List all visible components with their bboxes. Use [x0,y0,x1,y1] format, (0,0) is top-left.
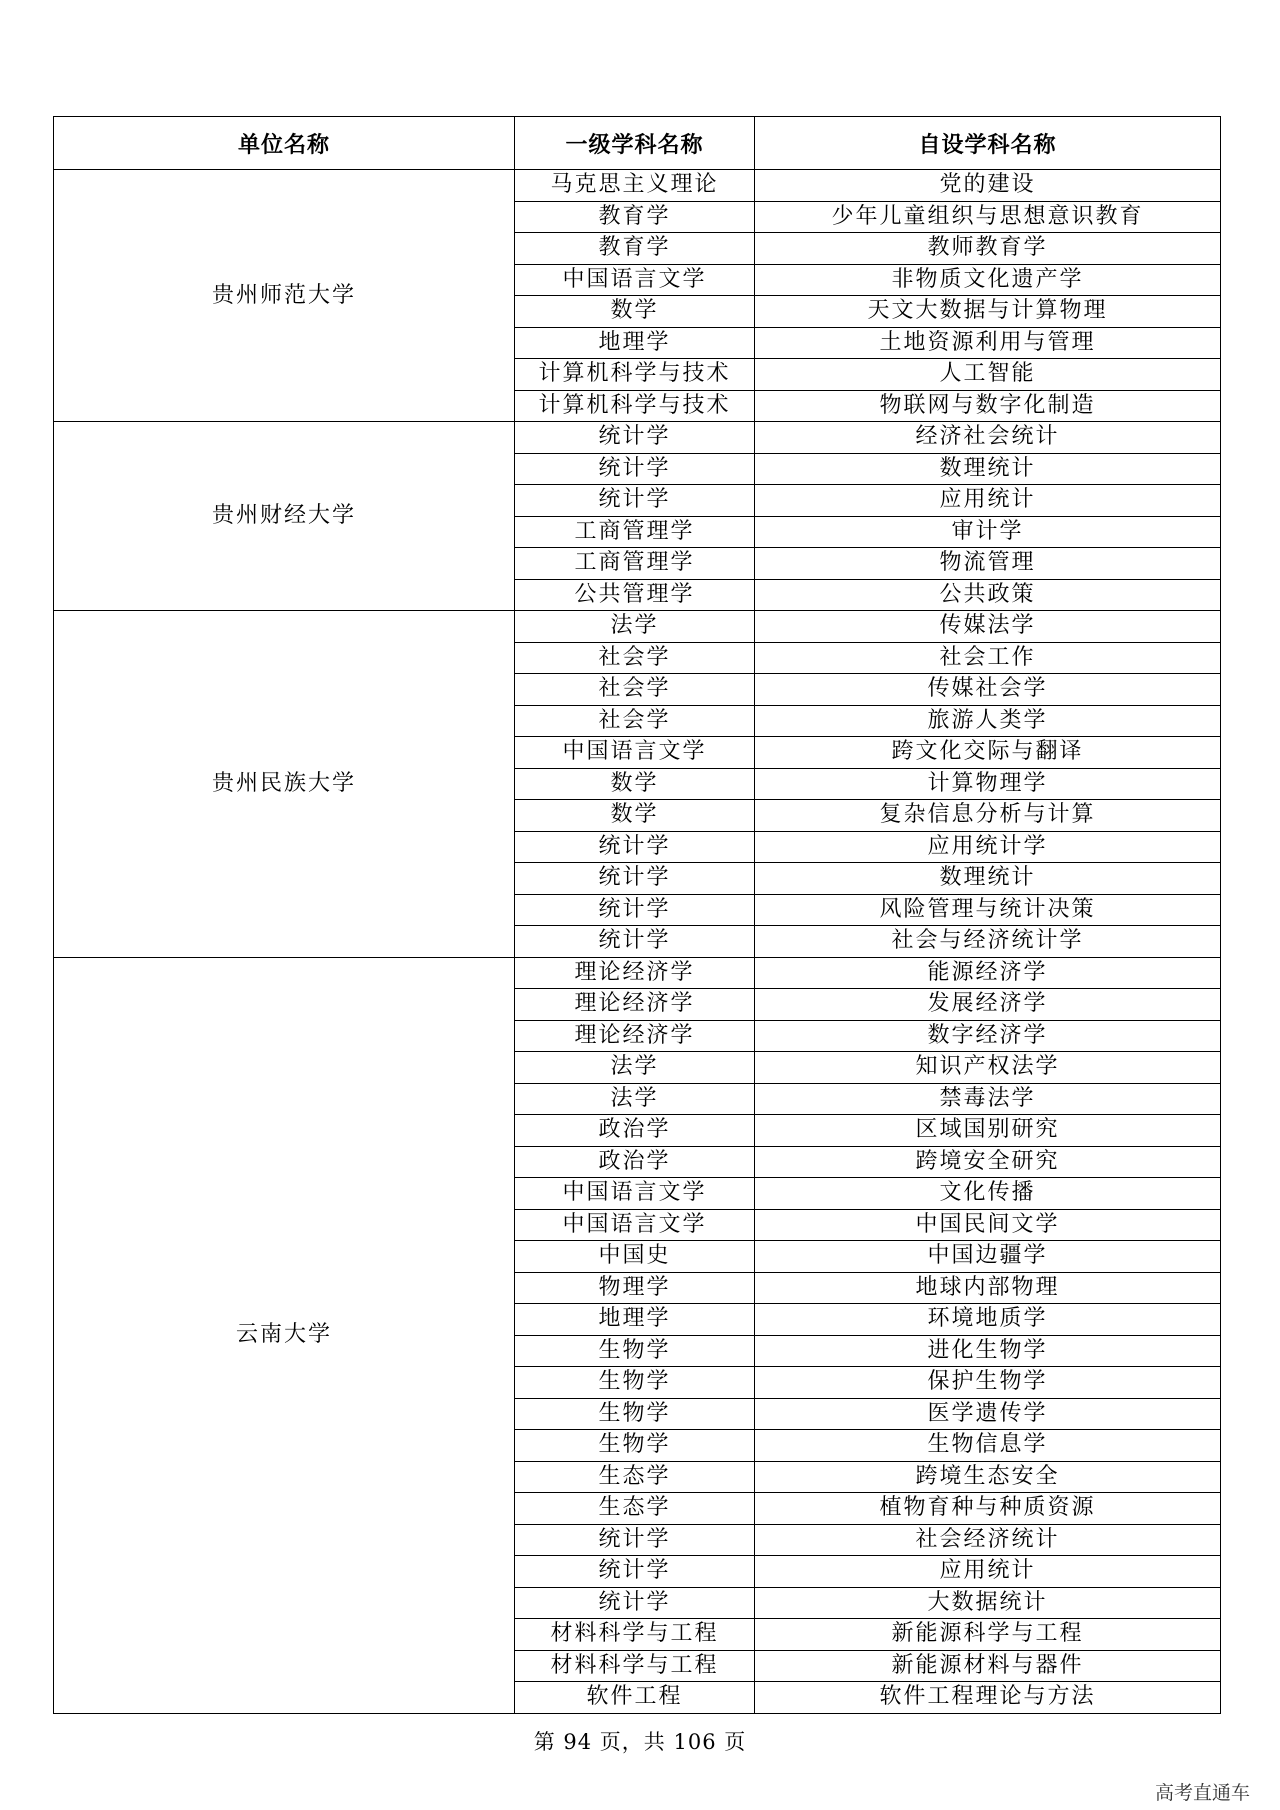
primary-discipline-cell: 统计学 [515,831,755,863]
primary-discipline-cell: 数学 [515,800,755,832]
primary-discipline-cell: 中国语言文学 [515,264,755,296]
self-set-discipline-cell: 地球内部物理 [755,1272,1221,1304]
primary-discipline-cell: 马克思主义理论 [515,170,755,202]
self-set-discipline-cell: 应用统计 [755,485,1221,517]
self-set-discipline-cell: 能源经济学 [755,957,1221,989]
self-set-discipline-cell: 物流管理 [755,548,1221,580]
watermark: 高考直通车 [1154,1782,1250,1804]
discipline-table [53,116,1221,1714]
primary-discipline-cell: 计算机科学与技术 [515,359,755,391]
table-row [54,422,1221,454]
primary-discipline-cell: 中国语言文学 [515,1178,755,1210]
self-set-discipline-cell: 新能源科学与工程 [755,1619,1221,1651]
self-set-discipline-cell: 软件工程理论与方法 [755,1682,1221,1714]
primary-discipline-cell: 生物学 [515,1430,755,1462]
header-primary-discipline: 一级学科名称 [515,117,755,170]
self-set-discipline-cell: 大数据统计 [755,1587,1221,1619]
self-set-discipline-cell: 社会工作 [755,642,1221,674]
self-set-discipline-cell: 数理统计 [755,863,1221,895]
unit-name-cell: 云南大学 [54,957,515,1713]
self-set-discipline-cell: 经济社会统计 [755,422,1221,454]
self-set-discipline-cell: 社会经济统计 [755,1524,1221,1556]
primary-discipline-cell: 社会学 [515,642,755,674]
self-set-discipline-cell: 土地资源利用与管理 [755,327,1221,359]
primary-discipline-cell: 统计学 [515,1587,755,1619]
primary-discipline-cell: 公共管理学 [515,579,755,611]
header-self-set-discipline: 自设学科名称 [755,117,1221,170]
primary-discipline-cell: 教育学 [515,233,755,265]
primary-discipline-cell: 法学 [515,1083,755,1115]
self-set-discipline-cell: 跨境安全研究 [755,1146,1221,1178]
primary-discipline-cell: 生物学 [515,1398,755,1430]
primary-discipline-cell: 生物学 [515,1335,755,1367]
primary-discipline-cell: 统计学 [515,485,755,517]
primary-discipline-cell: 生态学 [515,1493,755,1525]
self-set-discipline-cell: 中国民间文学 [755,1209,1221,1241]
self-set-discipline-cell: 保护生物学 [755,1367,1221,1399]
self-set-discipline-cell: 非物质文化遗产学 [755,264,1221,296]
self-set-discipline-cell: 知识产权法学 [755,1052,1221,1084]
primary-discipline-cell: 材料科学与工程 [515,1650,755,1682]
primary-discipline-cell: 物理学 [515,1272,755,1304]
unit-name-cell: 贵州财经大学 [54,422,515,611]
primary-discipline-cell: 政治学 [515,1146,755,1178]
primary-discipline-cell: 统计学 [515,453,755,485]
primary-discipline-cell: 地理学 [515,1304,755,1336]
self-set-discipline-cell: 应用统计学 [755,831,1221,863]
self-set-discipline-cell: 计算物理学 [755,768,1221,800]
self-set-discipline-cell: 数字经济学 [755,1020,1221,1052]
self-set-discipline-cell: 风险管理与统计决策 [755,894,1221,926]
primary-discipline-cell: 计算机科学与技术 [515,390,755,422]
table-body [54,170,1221,1714]
self-set-discipline-cell: 区域国别研究 [755,1115,1221,1147]
self-set-discipline-cell: 传媒社会学 [755,674,1221,706]
self-set-discipline-cell: 植物育种与种质资源 [755,1493,1221,1525]
primary-discipline-cell: 生态学 [515,1461,755,1493]
primary-discipline-cell: 统计学 [515,926,755,958]
primary-discipline-cell: 数学 [515,296,755,328]
self-set-discipline-cell: 中国边疆学 [755,1241,1221,1273]
primary-discipline-cell: 政治学 [515,1115,755,1147]
primary-discipline-cell: 地理学 [515,327,755,359]
self-set-discipline-cell: 环境地质学 [755,1304,1221,1336]
self-set-discipline-cell: 新能源材料与器件 [755,1650,1221,1682]
primary-discipline-cell: 工商管理学 [515,516,755,548]
primary-discipline-cell: 法学 [515,611,755,643]
page-number: 第 94 页，共 106 页 [533,1730,747,1754]
primary-discipline-cell: 社会学 [515,705,755,737]
unit-name-cell: 贵州师范大学 [54,170,515,422]
primary-discipline-cell: 统计学 [515,863,755,895]
self-set-discipline-cell: 物联网与数字化制造 [755,390,1221,422]
primary-discipline-cell: 中国史 [515,1241,755,1273]
primary-discipline-cell: 中国语言文学 [515,1209,755,1241]
primary-discipline-cell: 统计学 [515,1556,755,1588]
self-set-discipline-cell: 跨文化交际与翻译 [755,737,1221,769]
primary-discipline-cell: 统计学 [515,422,755,454]
primary-discipline-cell: 工商管理学 [515,548,755,580]
table-row [54,611,1221,643]
self-set-discipline-cell: 传媒法学 [755,611,1221,643]
self-set-discipline-cell: 审计学 [755,516,1221,548]
self-set-discipline-cell: 应用统计 [755,1556,1221,1588]
self-set-discipline-cell: 党的建设 [755,170,1221,202]
table-row [54,957,1221,989]
self-set-discipline-cell: 社会与经济统计学 [755,926,1221,958]
self-set-discipline-cell: 人工智能 [755,359,1221,391]
header-unit-name: 单位名称 [54,117,515,170]
self-set-discipline-cell: 复杂信息分析与计算 [755,800,1221,832]
primary-discipline-cell: 中国语言文学 [515,737,755,769]
self-set-discipline-cell: 天文大数据与计算物理 [755,296,1221,328]
unit-name-cell: 贵州民族大学 [54,611,515,958]
self-set-discipline-cell: 生物信息学 [755,1430,1221,1462]
self-set-discipline-cell: 禁毒法学 [755,1083,1221,1115]
primary-discipline-cell: 法学 [515,1052,755,1084]
self-set-discipline-cell: 教师教育学 [755,233,1221,265]
self-set-discipline-cell: 进化生物学 [755,1335,1221,1367]
self-set-discipline-cell: 数理统计 [755,453,1221,485]
primary-discipline-cell: 数学 [515,768,755,800]
table-row [54,170,1221,202]
self-set-discipline-cell: 文化传播 [755,1178,1221,1210]
primary-discipline-cell: 软件工程 [515,1682,755,1714]
primary-discipline-cell: 生物学 [515,1367,755,1399]
primary-discipline-cell: 材料科学与工程 [515,1619,755,1651]
self-set-discipline-cell: 跨境生态安全 [755,1461,1221,1493]
primary-discipline-cell: 教育学 [515,201,755,233]
primary-discipline-cell: 统计学 [515,894,755,926]
self-set-discipline-cell: 医学遗传学 [755,1398,1221,1430]
primary-discipline-cell: 理论经济学 [515,989,755,1021]
self-set-discipline-cell: 旅游人类学 [755,705,1221,737]
primary-discipline-cell: 理论经济学 [515,957,755,989]
primary-discipline-cell: 理论经济学 [515,1020,755,1052]
primary-discipline-cell: 统计学 [515,1524,755,1556]
table-header-row [54,117,1221,170]
self-set-discipline-cell: 少年儿童组织与思想意识教育 [755,201,1221,233]
self-set-discipline-cell: 发展经济学 [755,989,1221,1021]
primary-discipline-cell: 社会学 [515,674,755,706]
self-set-discipline-cell: 公共政策 [755,579,1221,611]
